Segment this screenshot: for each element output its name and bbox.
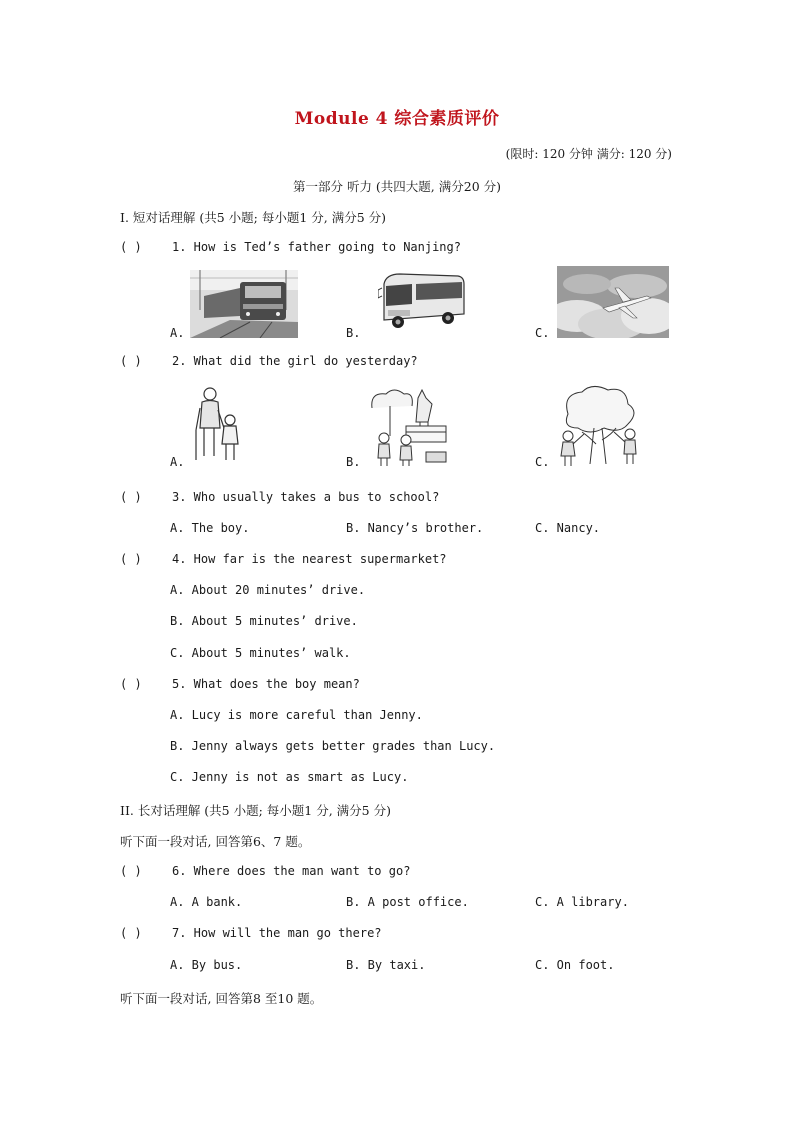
elderly-man-and-girl-icon — [192, 386, 244, 466]
section-one-heading: I. 短对话理解 (共5 小题; 每小题1 分, 满分5 分) — [120, 210, 387, 225]
option-c-label: C. — [535, 326, 550, 340]
answer-blank[interactable]: ( ) — [120, 240, 142, 254]
question-text: 3. Who usually takes a bus to school? — [172, 490, 440, 504]
answer-blank[interactable]: ( ) — [120, 490, 142, 504]
listening-instruction: 听下面一段对话, 回答第6、7 题。 — [120, 834, 311, 849]
question-text: 4. How far is the nearest supermarket? — [172, 552, 447, 566]
children-planting-tree-icon — [554, 384, 642, 468]
option-a[interactable]: A. About 20 minutes’ drive. — [170, 583, 366, 597]
question-3 — [120, 490, 439, 504]
listening-instruction: 听下面一段对话, 回答第8 至10 题。 — [120, 991, 323, 1006]
question-7 — [120, 926, 382, 940]
option-b[interactable]: B. About 5 minutes’ drive. — [170, 614, 358, 628]
option-b[interactable]: B. By taxi. — [346, 958, 426, 972]
part-one-title: 第一部分 听力 (共四大题, 满分20 分) — [292, 179, 502, 194]
answer-blank[interactable]: ( ) — [120, 864, 142, 878]
option-c[interactable]: C. A library. — [535, 895, 629, 909]
option-c[interactable]: C. About 5 minutes’ walk. — [170, 646, 351, 660]
answer-blank[interactable]: ( ) — [120, 677, 142, 691]
question-text: 6. Where does the man want to go? — [172, 864, 411, 878]
option-b-label: B. — [346, 326, 361, 340]
train-icon — [190, 270, 298, 338]
answer-blank[interactable]: ( ) — [120, 926, 142, 940]
question-text: 7. How will the man go there? — [172, 926, 382, 940]
question-4 — [120, 552, 447, 566]
question-5 — [120, 677, 360, 691]
airplane-icon — [557, 266, 669, 338]
option-a-label: A. — [170, 326, 185, 340]
page-title: Module 4 综合素质评价 — [294, 109, 500, 129]
time-limit-note: (限时: 120 分钟 满分: 120 分) — [505, 147, 672, 161]
option-c[interactable]: C. On foot. — [535, 958, 615, 972]
bus-icon — [378, 270, 466, 332]
option-b-label: B. — [346, 455, 361, 469]
answer-blank[interactable]: ( ) — [120, 552, 142, 566]
option-c[interactable]: C. Jenny is not as smart as Lucy. — [170, 770, 409, 784]
question-text: 1. How is Ted’s father going to Nanjing? — [172, 240, 461, 254]
section-two-heading: II. 长对话理解 (共5 小题; 每小题1 分, 满分5 分) — [120, 803, 391, 818]
question-text: 5. What does the boy mean? — [172, 677, 360, 691]
option-b[interactable]: B. Nancy’s brother. — [346, 521, 484, 535]
option-a[interactable]: A. The boy. — [170, 521, 250, 535]
option-b[interactable]: B. A post office. — [346, 895, 469, 909]
children-at-zoo-icon — [366, 386, 448, 468]
option-a-label: A. — [170, 455, 185, 469]
answer-blank[interactable]: ( ) — [120, 354, 142, 368]
option-a[interactable]: A. Lucy is more careful than Jenny. — [170, 708, 423, 722]
question-2 — [120, 354, 418, 368]
option-c[interactable]: C. Nancy. — [535, 521, 601, 535]
question-1 — [120, 240, 461, 254]
question-6 — [120, 864, 410, 878]
question-text: 2. What did the girl do yesterday? — [172, 354, 418, 368]
option-a[interactable]: A. A bank. — [170, 895, 243, 909]
option-a[interactable]: A. By bus. — [170, 958, 243, 972]
option-b[interactable]: B. Jenny always gets better grades than Lucy. — [170, 739, 496, 753]
option-c-label: C. — [535, 455, 550, 469]
